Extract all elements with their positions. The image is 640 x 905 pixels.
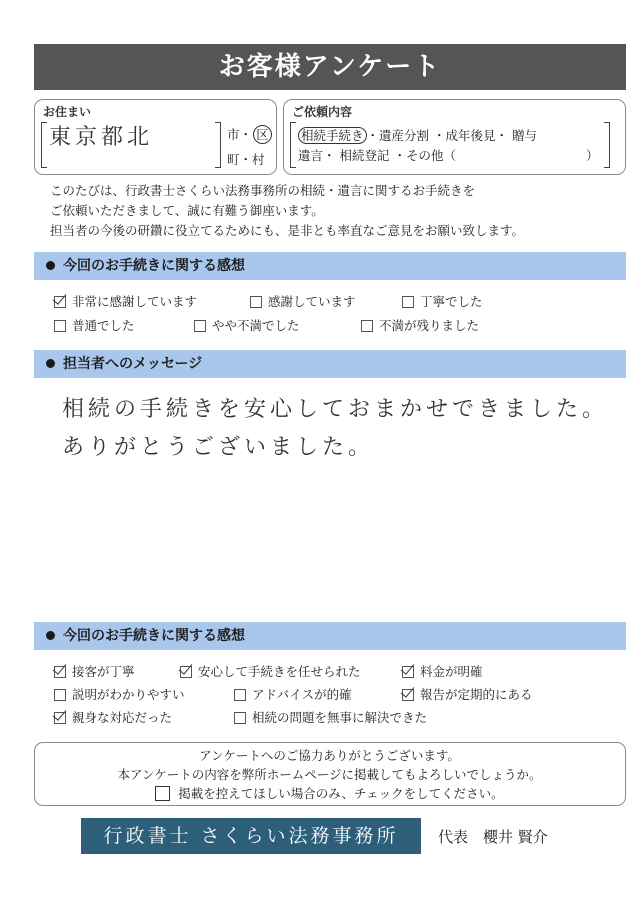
intro-line-2: ご依頼いただきまして、誠に有難う御座います。 xyxy=(50,203,324,218)
closing-line-1: アンケートへのご協力ありがとうございます。 xyxy=(199,748,460,763)
option-easy-explanation[interactable] xyxy=(54,685,185,703)
checkbox-checked-icon[interactable] xyxy=(402,689,414,701)
option-clear-fees[interactable] xyxy=(402,662,483,680)
opt-out-checkbox[interactable] xyxy=(155,786,170,801)
request-line1 xyxy=(298,126,537,144)
section1-heading xyxy=(34,252,626,280)
representative-name: 代表 櫻井 賢介 xyxy=(438,828,548,846)
survey-title: お客様アンケート xyxy=(34,44,626,90)
option-label: 丁寧でした xyxy=(420,294,483,309)
section2-heading-text: 担当者へのメッセージ xyxy=(63,356,203,372)
checkbox-checked-icon[interactable] xyxy=(402,666,414,678)
option-dissatisfied[interactable] xyxy=(361,316,479,334)
option-grateful[interactable] xyxy=(250,292,356,310)
request-bracket-right xyxy=(604,122,610,168)
option-label: 接客が丁寧 xyxy=(72,664,135,679)
closing-line-3[interactable] xyxy=(35,784,624,803)
option-label: 料金が明確 xyxy=(420,664,483,679)
option-label: 説明がわかりやすい xyxy=(72,687,185,702)
option-ordinary[interactable] xyxy=(54,316,135,334)
address-bracket-left xyxy=(41,122,47,168)
option-label: 親身な対応だった xyxy=(72,710,173,725)
option-label: 普通でした xyxy=(72,318,135,333)
section3-heading-text: 今回のお手続きに関する感想 xyxy=(63,628,245,644)
option-slightly-dissatisfied[interactable] xyxy=(194,316,300,334)
bullet-icon xyxy=(46,631,55,640)
request-bracket-left xyxy=(290,122,296,168)
section1-options xyxy=(34,282,626,340)
request-label: ご依頼内容 xyxy=(292,105,353,119)
option-good-advice[interactable] xyxy=(234,685,352,703)
checkbox-icon[interactable] xyxy=(250,296,262,308)
address-unit-shi-ku xyxy=(227,125,272,144)
address-bracket-right xyxy=(215,122,221,168)
unit-sep: ・ xyxy=(239,127,253,142)
option-label: 感謝しています xyxy=(268,294,356,309)
bullet-icon xyxy=(46,359,55,368)
request-box xyxy=(283,99,626,175)
option-trusted[interactable] xyxy=(180,662,361,680)
intro-line-1: このたびは、行政書士さくらい法務事務所の相続・遺言に関するお手続きを xyxy=(50,183,476,198)
option-courteous[interactable] xyxy=(54,662,135,680)
checkbox-icon[interactable] xyxy=(361,320,373,332)
option-regular-reports[interactable] xyxy=(402,685,533,703)
option-resolved[interactable] xyxy=(234,708,427,726)
option-label: アドバイスが的確 xyxy=(252,687,352,702)
closing-line-3-text: 掲載を控えてほしい場合のみ、チェックをしてください。 xyxy=(178,786,504,801)
closing-text xyxy=(35,746,624,803)
option-label: 安心して手続きを任せられた xyxy=(198,664,361,679)
address-unit-machi-mura: 町・村 xyxy=(227,152,265,167)
checkbox-icon[interactable] xyxy=(234,712,246,724)
intro-line-3: 担当者の今後の研鑽に役立てるためにも、是非とも率直なご意見をお願い致します。 xyxy=(50,223,525,238)
checkbox-checked-icon[interactable] xyxy=(180,666,192,678)
closing-line-2: 本アンケートの内容を弊所ホームページに掲載してもよろしいでしょうか。 xyxy=(117,767,542,782)
checkbox-checked-icon[interactable] xyxy=(54,712,66,724)
request-line1-rest: ・遺産分割 ・成年後見・ 贈与 xyxy=(366,128,537,143)
request-line2 xyxy=(298,146,456,164)
address-handwritten: 東京都北 xyxy=(49,125,154,150)
checkbox-icon[interactable] xyxy=(402,296,414,308)
section3-options xyxy=(34,652,626,730)
unit-shi: 市 xyxy=(227,127,240,142)
option-label: 不満が残りました xyxy=(379,318,480,333)
option-label: 非常に感謝しています xyxy=(72,294,198,309)
option-caring[interactable] xyxy=(54,708,172,726)
message-line-2: ありがとうございました。 xyxy=(62,435,375,460)
option-very-grateful[interactable] xyxy=(54,292,197,310)
section1-heading-text: 今回のお手続きに関する感想 xyxy=(63,258,245,274)
option-label: 報告が定期的にある xyxy=(420,687,533,702)
section3-heading xyxy=(34,622,626,650)
address-box xyxy=(34,99,277,175)
option-polite[interactable] xyxy=(402,292,483,310)
option-label: 相続の問題を無事に解決できた xyxy=(252,710,428,725)
unit-ku-circled: 区 xyxy=(253,125,272,144)
section2-heading xyxy=(34,350,626,378)
checkbox-icon[interactable] xyxy=(194,320,206,332)
request-line2-close: ） xyxy=(586,148,599,163)
checkbox-icon[interactable] xyxy=(234,689,246,701)
address-label: お住まい xyxy=(43,105,92,119)
checkbox-icon[interactable] xyxy=(54,320,66,332)
checkbox-checked-icon[interactable] xyxy=(54,666,66,678)
intro-text xyxy=(50,181,620,241)
message-area[interactable] xyxy=(34,378,626,616)
office-name: 行政書士 さくらい法務事務所 xyxy=(81,818,421,854)
request-selected: 相続手続き xyxy=(298,127,367,144)
request-line2-text: 遺言・ 相続登記 ・その他（ xyxy=(298,148,456,163)
closing-box xyxy=(34,742,626,806)
checkbox-icon[interactable] xyxy=(54,689,66,701)
bullet-icon xyxy=(46,261,55,270)
message-line-1: 相続の手続きを安心しておまかせできました。 xyxy=(62,397,609,422)
option-label: やや不満でした xyxy=(212,318,300,333)
checkbox-checked-icon[interactable] xyxy=(54,296,66,308)
